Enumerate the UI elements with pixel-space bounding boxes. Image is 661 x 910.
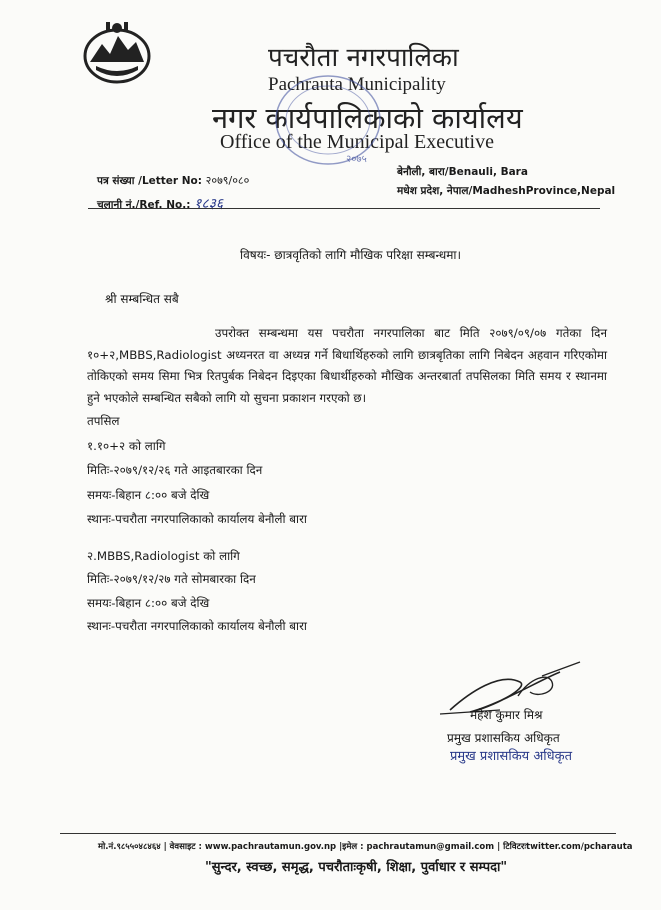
signatory-stamp: प्रमुख प्रशासकिय अधिकृत: [450, 749, 573, 764]
item-2-place: स्थानः-पचरौता नगरपालिकाको कार्यालय बेनौली बारा: [87, 619, 307, 633]
footer-contact: मो.नं.९८५५०४८४६४ | वेवसाइट : www.pachrautamun.gov.np |इमेल : pachrautamun@gmail.com | टिविटरःtwitter.com/pcharauta: [98, 842, 633, 852]
item-2-time: समयः-बिहान ८:०० बजे देखि: [87, 596, 210, 610]
footer-divider: [60, 833, 616, 834]
item-2-date: मितिः-२०७९/१२/२७ गते सोमबारका दिन: [87, 572, 256, 586]
signatory-name: महेश कुमार मिश्र: [470, 708, 543, 722]
notice-paragraph: [87, 323, 607, 409]
executive-name-en: Office of the Municipal Executive: [220, 131, 494, 153]
signatory-title: प्रमुख प्रशासकिय अधिकृत: [447, 731, 560, 745]
salutation: श्री सम्बन्धित सबै: [105, 292, 179, 306]
header-divider: [88, 208, 600, 209]
item-2-heading: २.MBBS,Radiologist को लागि: [87, 549, 240, 563]
nepal-emblem-icon: [82, 18, 152, 88]
item-1-time: समयः-बिहान ८:०० बजे देखि: [87, 488, 210, 502]
letter-no: पत्र संख्या /Letter No: २०७९/०८०: [97, 174, 250, 187]
footer-motto: "सुन्दर, स्वच्छ, समृद्ध, पचरौताःकृषी, शिक्षा, पुर्वाधार र सम्पदा": [205, 860, 508, 875]
item-1-place: स्थानः-पचरौता नगरपालिकाको कार्यालय बेनौली बारा: [87, 512, 307, 526]
subject-line: विषयः- छात्रवृतिको लागि मौखिक परिक्षा सम्बन्धमा।: [240, 248, 462, 262]
office-stamp-icon: [268, 70, 388, 170]
item-1-heading: १.१०+२ को लागि: [87, 439, 166, 453]
item-1-date: मितिः-२०७९/१२/२६ गते आइतबारका दिन: [87, 463, 263, 477]
stamp-year: २०७५: [346, 154, 367, 165]
ref-no: चलानी नं./Ref. No.: १८३६: [97, 196, 224, 212]
tapsil-heading: तपसिल: [87, 414, 120, 428]
paragraph-rest: १०+२,MBBS,Radiologist अध्यनरत वा अध्यन्न गर्ने बिधार्थिहरुको लागि छात्रबृतिका लागि निबेदन अहवान गरिएकोमा तोकिएको समय सिमा भित्र रितपुर्बक निबेदन दिइएका बिधार्थीहरुको मौखिक अन्तरबार्ता तपसिलका मिति समय र स्थानमा हुने भएकोले सम्बन्धित सबैको लागि यो सुचना प्रकाशन गरएको छ।: [87, 347, 607, 405]
paragraph-first: उपरोक्त सम्बन्धमा यस पचरौता नगरपालिका बाट मिति २०७९/०९/०७ गतेका दिन: [215, 326, 607, 340]
address-line-1: बेनौली, बारा/Benauli, Bara: [397, 166, 528, 178]
office-name-np: पचरौता नगरपालिका: [268, 43, 459, 73]
address-line-2: मधेश प्रदेश, नेपाल/MadheshProvince,Nepal: [397, 185, 616, 197]
executive-name-np: नगर कार्यपालिकाको कार्यालय: [212, 101, 523, 135]
office-name-en: Pachrauta Municipality: [268, 74, 446, 95]
